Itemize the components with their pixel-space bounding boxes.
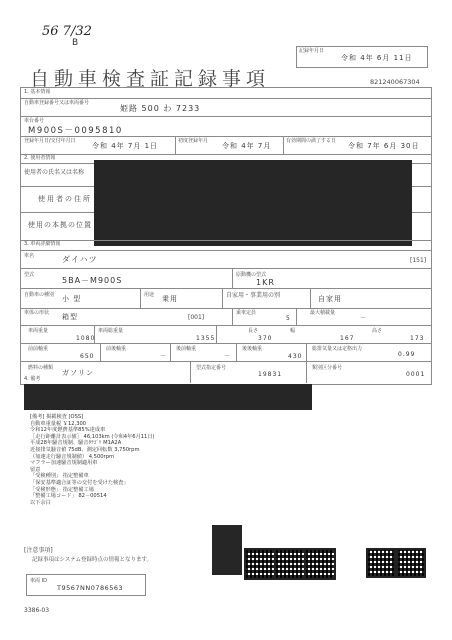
type-approval-label: 型式指定番号 — [196, 365, 227, 371]
model-label: 型式 — [24, 272, 35, 278]
ff-value: 650 — [80, 353, 95, 360]
remark-line: 留意 — [30, 466, 41, 473]
first-reg-value: 令和 4年 7月 1日 — [92, 142, 159, 150]
rr-value: 430 — [288, 353, 303, 360]
engine-value: 1KR — [256, 278, 275, 287]
width-label: 幅 — [290, 328, 296, 334]
weight-label: 車両重量 — [28, 328, 49, 334]
maker-code: [151] — [410, 257, 427, 264]
serial-number: 821240067304 — [370, 78, 420, 86]
footer-code: 3386-03 — [24, 607, 50, 614]
remark-line: マフラー加速騒音規制適用車 — [30, 460, 98, 467]
type-approval-value: 19831 — [258, 371, 283, 378]
redacted-stamp — [212, 525, 242, 575]
chassis-value: M900S－0095810 — [28, 126, 123, 136]
remark-line: 「保安基準適合証等の交付を受けた検査」 — [30, 479, 129, 486]
rr-label: 後後軸重 — [242, 346, 263, 352]
maker-label: 車名 — [24, 253, 35, 259]
section-basic-title: 1. 基本情報 — [24, 89, 51, 95]
record-date-box — [296, 46, 428, 68]
remark-line: 自動車重量税 ￥12,300 — [30, 420, 87, 427]
record-date-label: 記録年月日 — [299, 48, 325, 54]
maker-value: ダイハツ — [62, 255, 98, 264]
reg-label: 自動車登録番号又は車両番号 — [24, 100, 90, 106]
qr-code-icon — [274, 548, 306, 580]
chassis-label: 車台番号 — [24, 118, 45, 124]
notes-line: 記録事項はシステム登録時点の情報となります。 — [32, 557, 153, 563]
vehicle-id-value: T9567NN0786563 — [57, 584, 124, 592]
remark-line: [備考] 掲載検査 [OSS] — [30, 414, 84, 420]
shape-code: [001] — [188, 314, 205, 321]
rf-value: － — [224, 353, 232, 360]
section-remarks-title: 4. 備考 — [24, 376, 41, 382]
user-address-label: 使用者の住所 — [38, 195, 92, 203]
remark-line: 「受検種別」 指定整備車 — [30, 473, 89, 480]
width-value: 167 — [340, 335, 355, 342]
vehicle-id-box — [26, 574, 146, 596]
user-location-label: 使用の本拠の位置 — [28, 221, 92, 229]
remark-line: 「受検形態」 指定整備工場 — [30, 486, 94, 493]
max-load-value: － — [360, 315, 368, 322]
model-value: 5BA－M900S — [62, 276, 123, 285]
first-reg-label: 登録年月日/交付年月日 — [24, 138, 76, 144]
use-label: 用途 — [144, 292, 155, 298]
section-specs-title: 3. 車両詳細情報 — [24, 241, 61, 247]
qr-code-icon — [304, 548, 336, 580]
expiry-label: 有効期間の満了する日 — [286, 138, 337, 144]
notes-title: [注意事項] — [24, 547, 53, 554]
weight-value: 1080 — [76, 335, 96, 342]
class-label: 類別区分番号 — [312, 365, 343, 371]
class-value: 0001 — [406, 371, 426, 378]
user-name-label: 使用者の氏名又は名称 — [24, 169, 85, 176]
private-label: 自家用・事業用の別 — [226, 292, 281, 299]
remark-line: 令和12年度燃費基準85%達成車 — [30, 427, 106, 434]
redacted-remarks-header — [24, 384, 312, 410]
gross-value: 1355 — [196, 335, 216, 342]
fr-value: － — [160, 353, 168, 360]
remark-line: 「整備工場コード」 82－00514 — [30, 493, 107, 500]
height-label: 高さ — [372, 328, 383, 334]
first-year-value: 令和 4年 7月 — [222, 142, 272, 150]
remark-line: 以下余白 — [30, 499, 51, 506]
shape-label: 車体の形状 — [24, 310, 50, 316]
private-value: 自家用 — [318, 295, 342, 303]
capacity-value: 5 — [286, 315, 291, 322]
record-date-value: 令和 4年 6月 11日 — [341, 54, 413, 62]
fr-label: 前後軸重 — [106, 346, 127, 352]
qr-code-icon — [244, 548, 276, 580]
remark-line: 近接排気騒音値 75dB、測定回転数 3,750rpm — [30, 446, 140, 453]
reg-value: 姫路 500 わ 7233 — [120, 104, 201, 113]
first-year-label: 初度登録年月 — [178, 138, 209, 144]
page-title: 自動車検査証記録事項 — [30, 68, 271, 90]
category-label: 自動車の種別 — [24, 292, 55, 298]
displacement-value: 0.99 — [398, 351, 416, 358]
handwritten-note: 56 7/32 — [42, 24, 92, 39]
handwritten-letter: B — [72, 38, 79, 48]
length-label: 長さ — [248, 328, 259, 334]
length-value: 370 — [258, 335, 273, 342]
qr-code-icon — [396, 548, 426, 578]
remark-line: （加速走行騒音規制値） 4,500rpm — [30, 453, 115, 460]
section-user-title: 2. 使用者情報 — [24, 155, 56, 161]
remark-line: 平成28年騒音規制、騒音ﾀﾃｺﾞﾘ M1A2A — [30, 440, 122, 447]
height-value: 173 — [410, 335, 425, 342]
qr-code-icon — [366, 548, 396, 578]
expiry-value: 令和 7年 6月 30日 — [348, 142, 420, 150]
remark-line: ［走行距離計表示値］ 46,103km (令和4年6月11日) — [30, 433, 155, 440]
ff-label: 前前軸重 — [28, 346, 49, 352]
redacted-user-info — [94, 160, 412, 246]
shape-value: 箱型 — [62, 313, 78, 321]
remarks-block — [30, 414, 155, 506]
rf-label: 後前軸重 — [176, 346, 197, 352]
use-value: 乗用 — [162, 295, 178, 303]
engine-label: 原動機の型式 — [236, 272, 267, 278]
category-value: 小 型 — [62, 295, 82, 303]
fuel-label: 燃料の種類 — [28, 365, 54, 371]
capacity-label: 乗車定員 — [236, 310, 257, 316]
fuel-value: ガソリン — [62, 369, 94, 377]
gross-label: 車両総重量 — [98, 328, 124, 334]
vehicle-id-label: 車両 ID — [30, 578, 47, 584]
max-load-label: 最大積載量 — [310, 310, 336, 316]
displacement-label: 総排気量又は定格出力 — [312, 346, 363, 352]
